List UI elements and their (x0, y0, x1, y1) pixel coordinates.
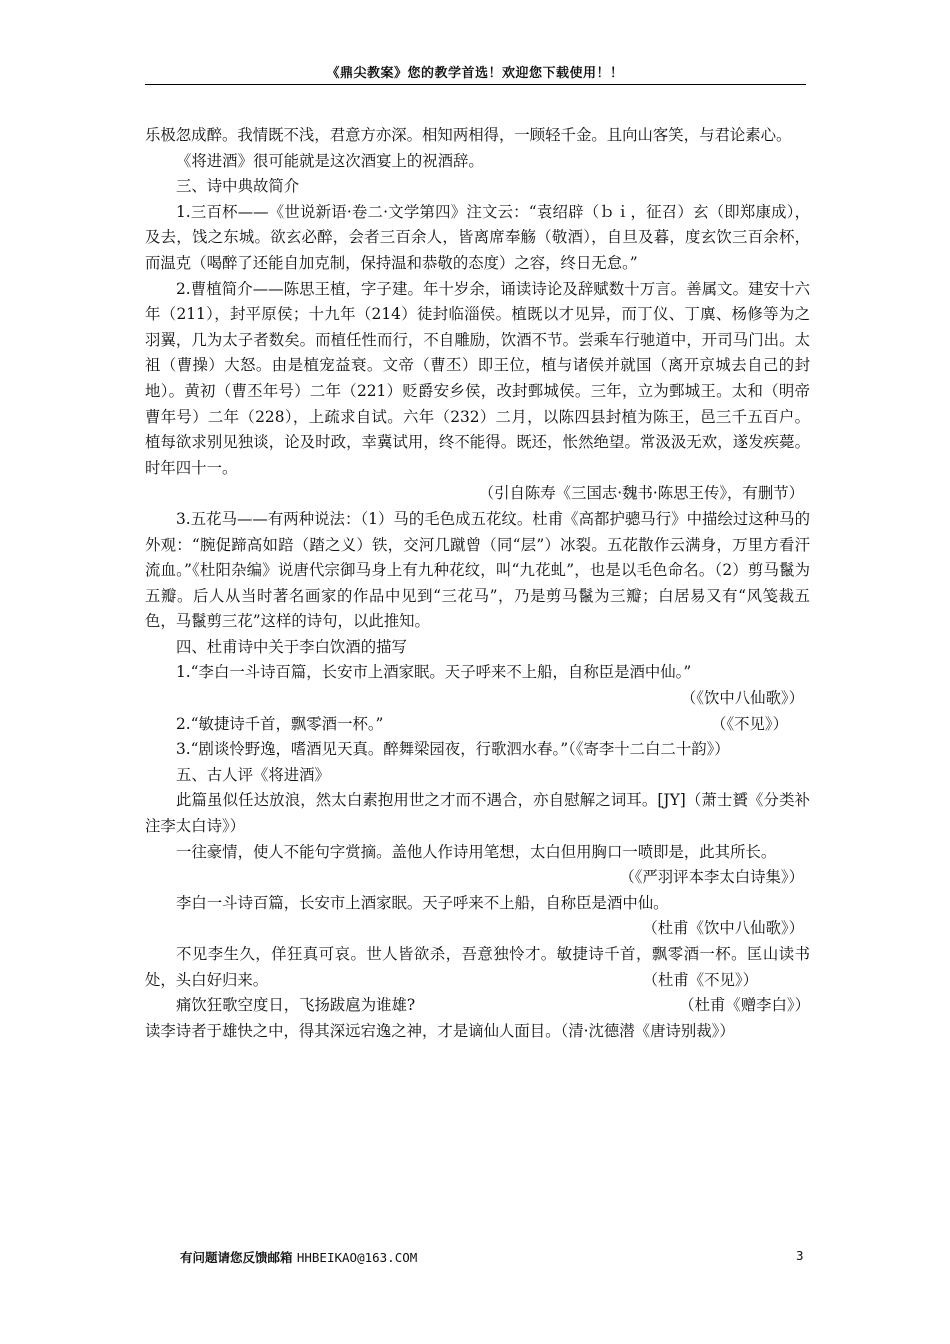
citation: （引自陈寿《三国志·魏书·陈思王传》，有删节） (478, 484, 804, 503)
citation: （《严羽评本李太白诗集》） (619, 868, 804, 887)
page-number: 3 (796, 1248, 804, 1263)
paragraph-text: 痛饮狂歌空度日，飞扬跋扈为谁雄? (176, 996, 416, 1015)
footer-label: 有问题请您反馈邮箱 (180, 1250, 297, 1265)
page-header: 《鼎尖教案》您的教学首选！欢迎您下载使用！！ (326, 66, 624, 81)
citation: （《不见》） (711, 714, 788, 733)
paragraph: 1.三百杯——《世说新语·卷二·文学第四》注文云：“袁绍辟（ｂｉ，征召）玄（即郑康成），及去，饯之东城。欲玄必醉，会者三百余人，皆离席奉觞（敬酒），自旦及暮，度玄饮三百余杯，而温克（喝醉了还能自加克制，保持温和恭敬的态度）之容，终日无怠。” (145, 202, 810, 272)
paragraph: 李白一斗诗百篇，长安市上酒家眠。天子呼来不上船，自称臣是酒中仙。 (176, 893, 669, 912)
quote-text: 2.“敏捷诗千首，飘零酒一杯。” (176, 714, 384, 733)
citation: （杜甫《赠李白》） (679, 996, 810, 1015)
paragraph (145, 942, 810, 993)
paragraph: 3.五花马——有两种说法：（1）马的毛色成五花纹。杜甫《高都护骢马行》中描绘过这种马的外观：“腕促蹄高如踣（踏之义）铁，交河几蹴曾（同“层”）冰裂。五花散作云满身，万里方看汗流血。”《杜阳杂编》说唐代宗御马身上有九种花纹，叫“九花虬”，也是以毛色命名。（2）剪马鬣为五瓣。后人从当时著名画家的作品中见到“三花马”，乃是剪马鬣为三瓣；白居易又有“风笺裁五色，马鬣剪三花”这样的诗句，以此推知。 (145, 509, 810, 631)
paragraph: 2.曹植简介——陈思王植，字子建。年十岁余，诵读诗论及辞赋数十万言。善属文。建安十六年（211），封平原侯；十九年（214）徒封临淄侯。植既以才见异，而丁仪、丁廙、杨修等为之羽翼，几为太子者数矣。而植任性而行，不自雕励，饮酒不节。尝乘车行驰道中，开司马门出。太祖（曹操）大怒。由是植宠益衰。文帝（曹丕）即王位，植与诸侯并就国（离开京城去自己的封地）。黄初（曹丕年号）二年（221）贬爵安乡侯，改封鄄城侯。三年，立为鄄城王。太和（明帝曹年号）二年（228），上疏求自试。六年（232）二月，以陈四县封植为陈王，邑三千五百户。植每欲求别见独谈，论及时政，幸冀试用，终不能得。既还，怅然绝望。常汲汲无欢，遂发疾薨。时年四十一。 (145, 279, 810, 477)
paragraph: 《将进酒》很可能就是这次酒宴上的祝酒辞。 (176, 151, 484, 170)
citation: （杜甫《饮中八仙歌》） (642, 919, 804, 938)
header-rule (145, 84, 806, 85)
footer-email[interactable]: HHBEIKAO@163.COM (296, 1250, 418, 1265)
poem-line: 乐极忽成醉。我情既不浅，君意方亦深。相知两相得，一顾轻千金。且向山客笑，与君论素心。 (145, 126, 792, 144)
paragraph (145, 993, 810, 1019)
paragraph: 此篇虽似任达放浪，然太白素抱用世之才而不遇合，亦自慰解之词耳。[JY]（萧士贇《分类补注李太白诗》） (145, 791, 810, 836)
section-heading: 四、杜甫诗中关于李白饮酒的描写 (176, 637, 407, 656)
section-heading: 五、古人评《将进酒》 (176, 765, 330, 784)
section-heading: 三、诗中典故简介 (176, 177, 300, 196)
footer-contact (180, 1248, 417, 1266)
citation: （《饮中八仙歌》） (680, 689, 804, 708)
citation: （杜甫《不见》） (642, 970, 758, 989)
quote-line: 1.“李白一斗诗百篇，长安市上酒家眠。天子呼来不上船，自称臣是酒中仙。” (176, 663, 692, 682)
quote-line: 3.“剧谈怜野逸，嗜酒见天真。醉舞梁园夜，行歌泗水春。”（《寄李十二白二十韵》） (176, 740, 730, 759)
document-body (145, 123, 810, 1044)
paragraph: 读李诗者于雄快之中，得其深远宕逸之神，才是谪仙人面目。（清·沈德潜《唐诗别裁》） (145, 1021, 735, 1040)
paragraph-text: 不见李生久，佯狂真可哀。世人皆欲杀，吾意独怜才。敏捷诗千首，飘零酒一杯。匡山读书处，头白好归来。 (145, 945, 810, 989)
quote-line (145, 712, 810, 738)
paragraph: 一往豪情，使人不能句字赏摘。盖他人作诗用笔想，太白但用胸口一喷即是，此其所长。 (176, 842, 777, 861)
